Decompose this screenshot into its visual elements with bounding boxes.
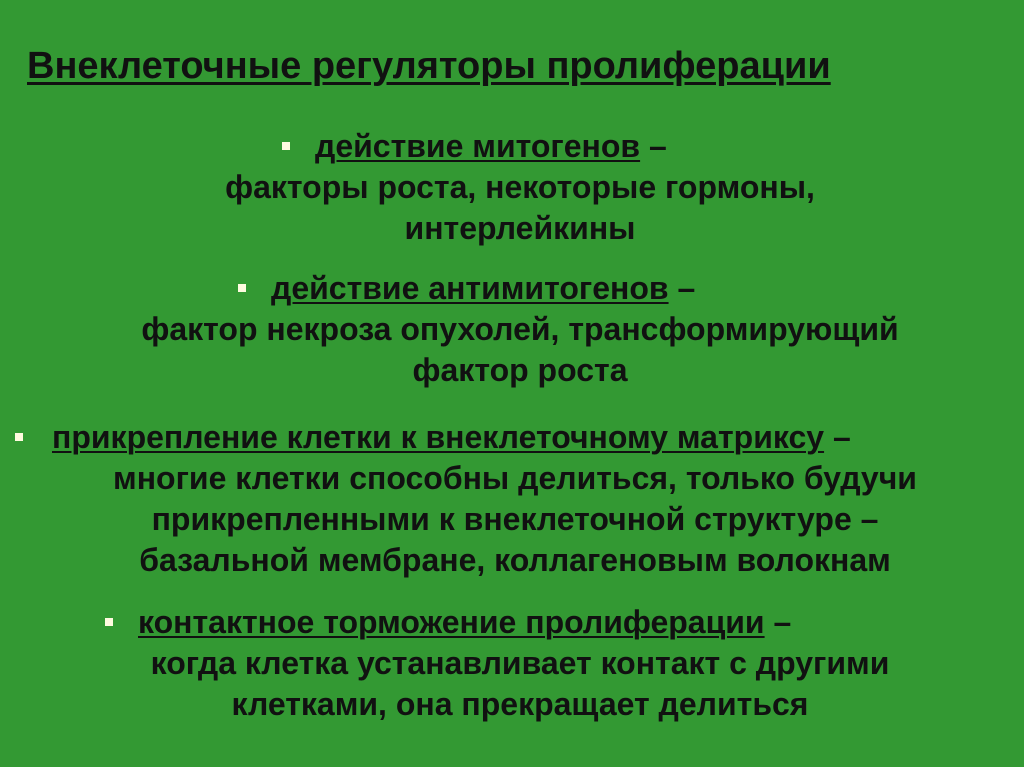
item-dash: – [668, 270, 696, 306]
item-line: базальной мембране, коллагеновым волокнам [139, 542, 891, 578]
item-line: факторы роста, некоторые гормоны, [225, 169, 815, 205]
bullet-icon [105, 618, 113, 626]
list-item-antimitogens [60, 268, 980, 391]
item-line: интерлейкины [404, 210, 636, 246]
bullet-icon [238, 284, 246, 292]
item-line: когда клетка устанавливает контакт с другими [150, 645, 890, 681]
item-heading: действие митогенов [315, 128, 641, 164]
list-item-matrix-attachment [15, 417, 1015, 581]
item-dash: – [640, 128, 667, 164]
item-dash: – [764, 604, 792, 640]
item-line: многие клетки способны делиться, только будучи [113, 460, 917, 496]
item-line: фактор некроза опухолей, трансформирующий [141, 311, 899, 347]
slide-title-text: Внеклеточные регуляторы пролиферации [27, 45, 831, 87]
slide-title [27, 42, 1007, 90]
bullet-icon [15, 433, 23, 441]
item-heading: контактное торможение пролиферации [138, 604, 765, 640]
item-line: фактор роста [412, 352, 628, 388]
item-line: клетками, она прекращает делиться [231, 686, 809, 722]
item-heading: прикрепление клетки к внеклеточному матриксу [52, 419, 825, 455]
bullet-icon [282, 142, 290, 150]
list-item-contact-inhibition [80, 602, 960, 725]
item-line: прикрепленными к внеклеточной структуре – [151, 501, 879, 537]
list-item-mitogens [170, 126, 870, 249]
item-dash: – [824, 419, 851, 455]
item-heading: действие антимитогенов [271, 270, 669, 306]
